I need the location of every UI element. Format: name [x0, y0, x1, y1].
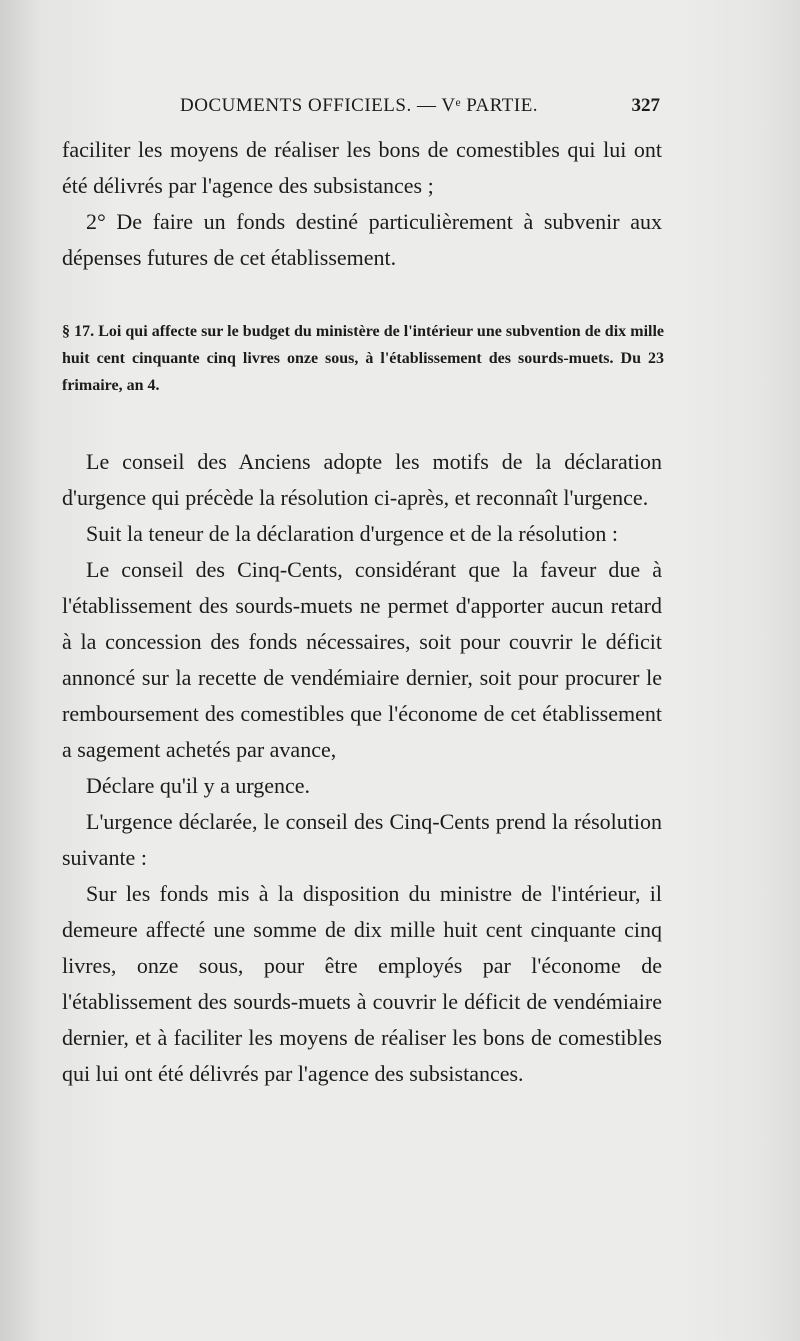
page-header [62, 95, 660, 125]
section-heading [62, 318, 664, 399]
section-text: § 17. Loi qui affecte sur le budget du ministère de l'intérieur une subvention de dix mille huit cent cinquante cinq livres onze sous, à l'établissement des sourds-muets. Du 23 frimaire, an 4. [62, 323, 664, 394]
paragraph: 2° De faire un fonds destiné particulièrement à subvenir aux dépenses futures de cet établissement. [62, 209, 662, 270]
top-text-block [62, 132, 662, 276]
page-number: 327 [631, 95, 660, 116]
paragraph: Sur les fonds mis à la disposition du ministre de l'intérieur, il demeure affecté une somme de dix mille huit cent cinquante cinq livres, onze sous, pour être employés par l'économe de l'établissement des sourds-muets à couvrir le déficit de vendémiaire dernier, et à faciliter les moyens de réaliser les bons de comestibles qui lui ont été délivrés par l'agence des subsistances. [62, 881, 662, 1086]
paragraph: Le conseil des Cinq-Cents, considérant que la faveur due à l'établissement des sourds-muets ne permet d'apporter aucun retard à la concession des fonds nécessaires, soit pour couvrir le déficit annoncé sur la recette de vendémiaire dernier, soit pour procurer le remboursement des comestibles que l'économe de cet établissement a sagement achetés par avance, [62, 557, 662, 762]
paragraph: Le conseil des Anciens adopte les motifs de la déclaration d'urgence qui précède la résolution ci-après, et reconnaît l'urgence. [62, 449, 662, 510]
paragraph: Suit la teneur de la déclaration d'urgence et de la résolution : [86, 521, 618, 546]
paragraph: Déclare qu'il y a urgence. [86, 773, 311, 798]
main-text-block [62, 444, 662, 1092]
paragraph: faciliter les moyens de réaliser les bons de comestibles qui lui ont été délivrés par l'agence des subsistances ; [62, 137, 662, 198]
paragraph: L'urgence déclarée, le conseil des Cinq-Cents prend la résolution suivante : [62, 809, 662, 870]
running-title: DOCUMENTS OFFICIELS. — Vᵉ PARTIE. [180, 95, 539, 116]
